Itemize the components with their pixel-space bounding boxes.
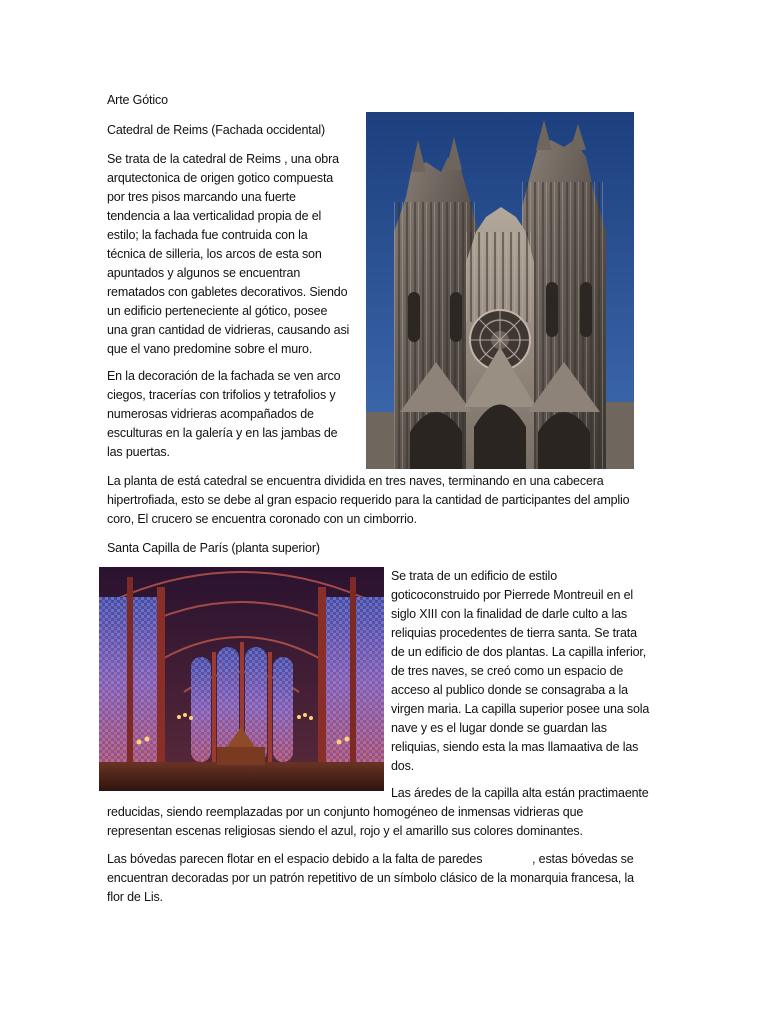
text-line: Las áredes de la capilla alta están practimaente: [391, 786, 649, 800]
text-line: representan escenas religiosas siendo el azul, rojo y el amarillo sus colores dominantes.: [107, 824, 583, 838]
text-line: reliquias, siendo esta la mas llamaativa de las: [391, 740, 639, 754]
section2-heading: Santa Capilla de París (planta superior): [107, 541, 320, 555]
text-line: , estas bóvedas se: [532, 852, 634, 866]
text-line: nave y es el lugar donde se guardan las: [391, 721, 607, 735]
text-line: una gran cantidad de vidrieras, causando asi: [107, 323, 350, 337]
text-line: Se trata de un edificio de estilo: [391, 569, 557, 583]
document-title: Arte Gótico: [107, 93, 168, 107]
text-line: reliquias procedentes de tierra santa. Se trata: [391, 626, 637, 640]
text-line: tendencia a laa verticalidad propia de el: [107, 209, 322, 223]
sainte-chapelle-image: [99, 567, 384, 791]
text-line: La planta de está catedral se encuentra dividida en tres naves, terminando en una cabecera: [107, 474, 604, 488]
text-line: esculturas en la galería y en las jambas de: [107, 426, 338, 440]
text-line: ciegos, tracerías con trifolios y tetrafolios y: [107, 388, 336, 402]
text-line: dos.: [391, 759, 415, 773]
text-line: técnica de silleria, los arcos de esta son: [107, 247, 322, 261]
text-line: hipertrofiada, esto se debe al gran espacio requerido para la cantidad de participantes del amplio: [107, 493, 630, 507]
text-line: acceso al publico donde se consagraba a la: [391, 683, 628, 697]
text-line: de un edificio de dos plantas. La capilla inferior,: [391, 645, 647, 659]
text-line: reducidas, siendo reemplazadas por un conjunto homogéneo de inmensas vidrieras que: [107, 805, 584, 819]
section1-heading: Catedral de Reims (Fachada occidental): [107, 123, 326, 137]
text-line: rematados con gabletes decorativos. Siendo: [107, 285, 348, 299]
text-line: un edificio perteneciente al gótico, posee: [107, 304, 328, 318]
text-line: numerosas vidrieras acompañados de: [107, 407, 314, 421]
text-line: Se trata de la catedral de Reims , una obra: [107, 152, 339, 166]
text-line: las puertas.: [107, 445, 170, 459]
text-line: por tres pisos marcando una fuerte: [107, 190, 296, 204]
text-line: apuntados y algunos se encuentran: [107, 266, 301, 280]
text-line: virgen maria. La capilla superior posee una sola: [391, 702, 650, 716]
text-line: Las bóvedas parecen flotar en el espacio debido a la falta de paredes: [107, 852, 483, 866]
text-line: que el vano predomine sobre el muro.: [107, 342, 313, 356]
text-line: estilo; la fachada fue contruida con la: [107, 228, 308, 242]
text-line: de tres naves, se creó como un espacio de: [391, 664, 624, 678]
text-line: coro, El crucero se encuentra coronado con un cimborrio.: [107, 512, 417, 526]
text-line: flor de Lis.: [107, 890, 163, 904]
text-line: siglo XIII con la finalidad de darle culto a las: [391, 607, 628, 621]
text-line: arqutectonica de origen gotico compuesta: [107, 171, 334, 185]
text-line: encuentran decoradas por un patrón repetitivo de un símbolo clásico de la monarquia francesa, la: [107, 871, 634, 885]
text-line: En la decoración de la fachada se ven arco: [107, 369, 341, 383]
reims-cathedral-image: [366, 112, 634, 469]
text-line: goticoconstruido por Pierrede Montreuil en el: [391, 588, 633, 602]
